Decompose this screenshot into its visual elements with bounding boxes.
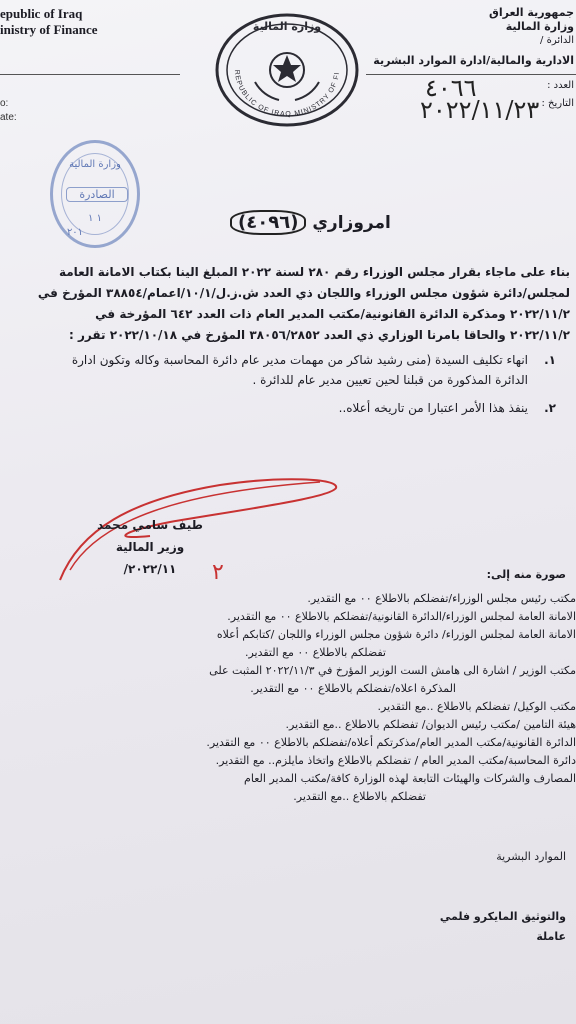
issued-stamp bbox=[50, 140, 140, 248]
stamp-line1: وزارة المالية bbox=[69, 159, 121, 170]
cc-line: الدائرة القانونية/مكتب المدير العام/مذكرتكم أعلاه/تفضلكم بالاطلاع ٠٠ مع التقدير. bbox=[206, 736, 576, 749]
left-label-date: ate: bbox=[0, 112, 17, 123]
date-value: ٢٠٢٢/١١/٢٣ bbox=[420, 96, 540, 124]
cc-line: مكتب الوكيل/ تفضلكم بالاطلاع ..مع التقدير. bbox=[377, 700, 576, 713]
cc-line: الامانة العامة لمجلس الوزراء/ دائرة شؤون مجلس الوزراء واللجان /كتابكم أعلاه bbox=[216, 628, 576, 641]
order-item bbox=[70, 398, 556, 418]
left-label-no: o: bbox=[0, 98, 9, 109]
order-number: (٤٠٩٦) bbox=[230, 210, 306, 235]
republic-line: epublic of Iraq bbox=[0, 6, 83, 21]
header-rule-left bbox=[0, 74, 180, 75]
dept-line2: والتوثيق المايكرو فلمي bbox=[439, 910, 566, 923]
stamp-line2: الصادرة bbox=[66, 187, 128, 202]
cc-line: تفضلكم بالاطلاع ٠٠ مع التقدير. bbox=[244, 646, 386, 659]
ministry-ar: وزارة المالية bbox=[505, 20, 574, 33]
order-items bbox=[70, 350, 556, 418]
cc-line: دائرة المحاسبة/مكتب المدير العام / تفضلكم بالاطلاع واتخاذ مايلزم.. مع التقدير. bbox=[215, 754, 576, 767]
cc-line: المصارف والشركات والهيئات التابعة لهذه الوزارة كافة/مكتب المدير العام bbox=[244, 772, 576, 785]
number-label: العدد : bbox=[547, 80, 574, 91]
stamp-line4: ٢٠١ bbox=[66, 227, 84, 238]
republic-ar: جمهورية العراق bbox=[489, 6, 574, 19]
seal-ring-text: REPUBLIC OF IRAQ MINISTRY OF FI bbox=[232, 69, 341, 119]
order-item bbox=[70, 350, 556, 390]
minister-title: وزير المالية bbox=[115, 540, 185, 554]
number-value: ٤٠٦٦ bbox=[425, 74, 477, 102]
signature-block bbox=[95, 514, 205, 580]
order-title bbox=[230, 212, 391, 233]
cc-line: مكتب رئيس مجلس الوزراء/تفضلكم بالاطلاع ٠٠ مع التقدير. bbox=[307, 592, 576, 605]
minister-name: طيف سامي محمد bbox=[97, 518, 203, 532]
cc-line: تفضلكم بالاطلاع ..مع التقدير. bbox=[293, 790, 426, 803]
cc-line: المذكرة اعلاه/تفضلكم بالاطلاع ٠٠ مع التقدير. bbox=[250, 682, 456, 695]
intro-line: لمجلس/دائرة شؤون مجلس الوزراء واللجان ذي العدد ش.ز.ل/١٠/١/اعمام/٣٨٨٥٤ المؤرخ في bbox=[37, 286, 570, 300]
dept-line3: عاملة bbox=[536, 930, 566, 943]
item-number: ٢. bbox=[544, 401, 556, 415]
intro-line: بناء على ماجاء بقرار مجلس الوزراء رقم ٢٨٠ لسنة ٢٠٢٢ المبلغ الينا بكتاب الامانة العامة bbox=[58, 265, 570, 279]
ministry-line: inistry of Finance bbox=[0, 22, 98, 37]
dept-line1: الموارد البشرية bbox=[496, 850, 566, 863]
item-text: ينفذ هذا الأمر اعتبارا من تاريخه أعلاه.. bbox=[338, 401, 528, 415]
ministry-seal bbox=[213, 12, 361, 128]
item-number: ١. bbox=[544, 353, 556, 367]
seal-center-text: وزارة المالية bbox=[252, 20, 322, 33]
cc-line: الامانة العامة لمجلس الوزراء/الدائرة القانونية/تفضلكم بالاطلاع ٠٠ مع التقدير. bbox=[227, 610, 576, 623]
hand-annotation: ٢ bbox=[212, 560, 224, 585]
order-label: امروزاري bbox=[312, 213, 391, 233]
item-text: انهاء تكليف السيدة (منى رشيد شاكر من مهمات مدير عام دائرة المحاسبة وكاله وتكون ادارة الدائرة المذكورة من قبلنا لحين تعيين مدير عام للدائرة . bbox=[71, 353, 528, 387]
cc-list bbox=[116, 590, 576, 806]
intro-line: ٢٠٢٢/١١/٢ والحاقا بامرنا الوزاري ذي العدد ٣٨٠٥٦/٢٨٥٢ المؤرخ في ٢٠٢٢/١٠/١٨ تقرر : bbox=[69, 328, 570, 342]
signature-date: ٢٠٢٢/١١/ bbox=[123, 562, 177, 576]
stamp-line3: ١ ١ bbox=[88, 213, 102, 224]
intro-line: ٢٠٢٢/١١/٢ ومذكرة الدائرة القانونية/مكتب المدير العام ذات العدد ٦٤٢ المؤرخة في bbox=[95, 307, 570, 321]
header-arabic bbox=[373, 6, 574, 68]
intro-paragraph bbox=[6, 262, 570, 346]
department-ar: الدائرة / bbox=[540, 35, 574, 46]
division-ar: الادارية والمالية/ادارة الموارد البشرية bbox=[373, 54, 574, 67]
cc-heading: صورة منه إلى: bbox=[486, 568, 566, 581]
cc-line: هيئة التامين /مكتب رئيس الديوان/ تفضلكم بالاطلاع ..مع التقدير. bbox=[285, 718, 576, 731]
cc-line: مكتب الوزير / اشارة الى هامش الست الوزير المؤرخ في ٢٠٢٢/١١/٣ المثبت على bbox=[209, 664, 576, 677]
header-english bbox=[0, 6, 98, 38]
date-label: التاريخ : bbox=[541, 98, 574, 109]
